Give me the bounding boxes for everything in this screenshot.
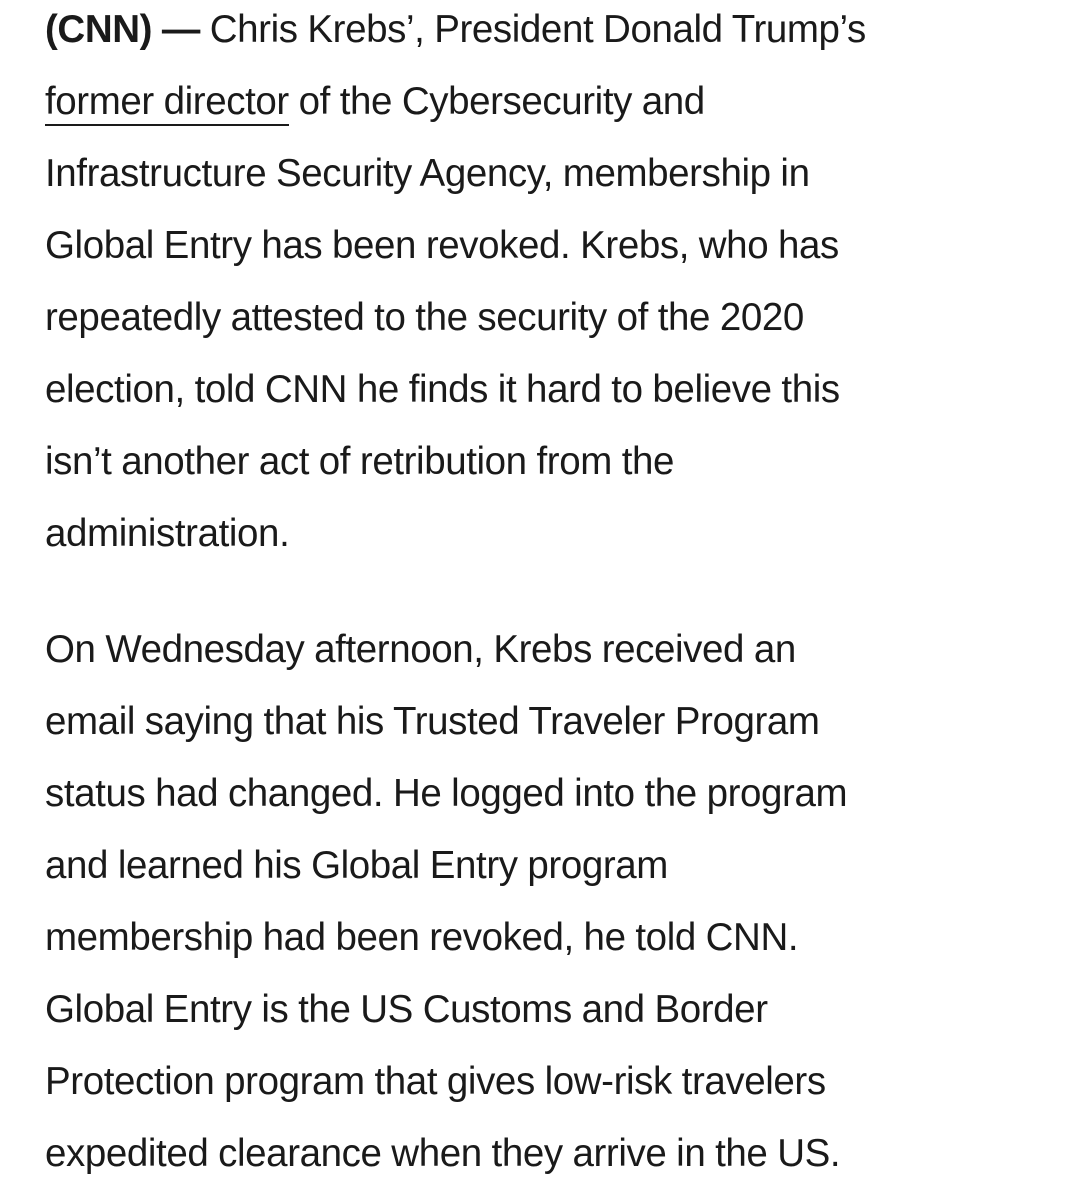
dateline: (CNN) —: [45, 8, 200, 51]
paragraph-line: repeatedly attested to the security of the 2020: [45, 296, 804, 339]
paragraph-line: Global Entry is the US Customs and Border: [45, 988, 768, 1031]
paragraph-line: and learned his Global Entry program: [45, 844, 668, 887]
paragraph-spacer: [45, 576, 1055, 620]
paragraph-2: [45, 620, 1055, 1196]
paragraph-line: expedited clearance when they arrive in the US.: [45, 1132, 841, 1175]
paragraph-line: Global Entry has been revoked. Krebs, who has: [45, 224, 839, 267]
paragraph-line: isn’t another act of retribution from the: [45, 440, 675, 483]
text-span: Chris Krebs’, President Donald Trump’s: [209, 8, 866, 51]
former-director-link[interactable]: former director: [45, 80, 289, 126]
paragraph-line: On Wednesday afternoon, Krebs received an: [45, 628, 796, 671]
paragraph-line: Infrastructure Security Agency, membership in: [45, 152, 810, 195]
paragraph-line: Protection program that gives low-risk travelers: [45, 1060, 826, 1103]
article-body: [45, 0, 1055, 1196]
paragraph-line: [45, 72, 1055, 144]
paragraph-1: [45, 0, 1055, 576]
paragraph-line: administration.: [45, 512, 290, 555]
paragraph-line: election, told CNN he finds it hard to believe this: [45, 368, 840, 411]
paragraph-line: email saying that his Trusted Traveler Program: [45, 700, 820, 743]
paragraph-line: status had changed. He logged into the program: [45, 772, 848, 815]
paragraph-line: membership had been revoked, he told CNN.: [45, 916, 799, 959]
paragraph-line: [45, 0, 1055, 72]
text-span: of the Cybersecurity and: [298, 80, 705, 123]
